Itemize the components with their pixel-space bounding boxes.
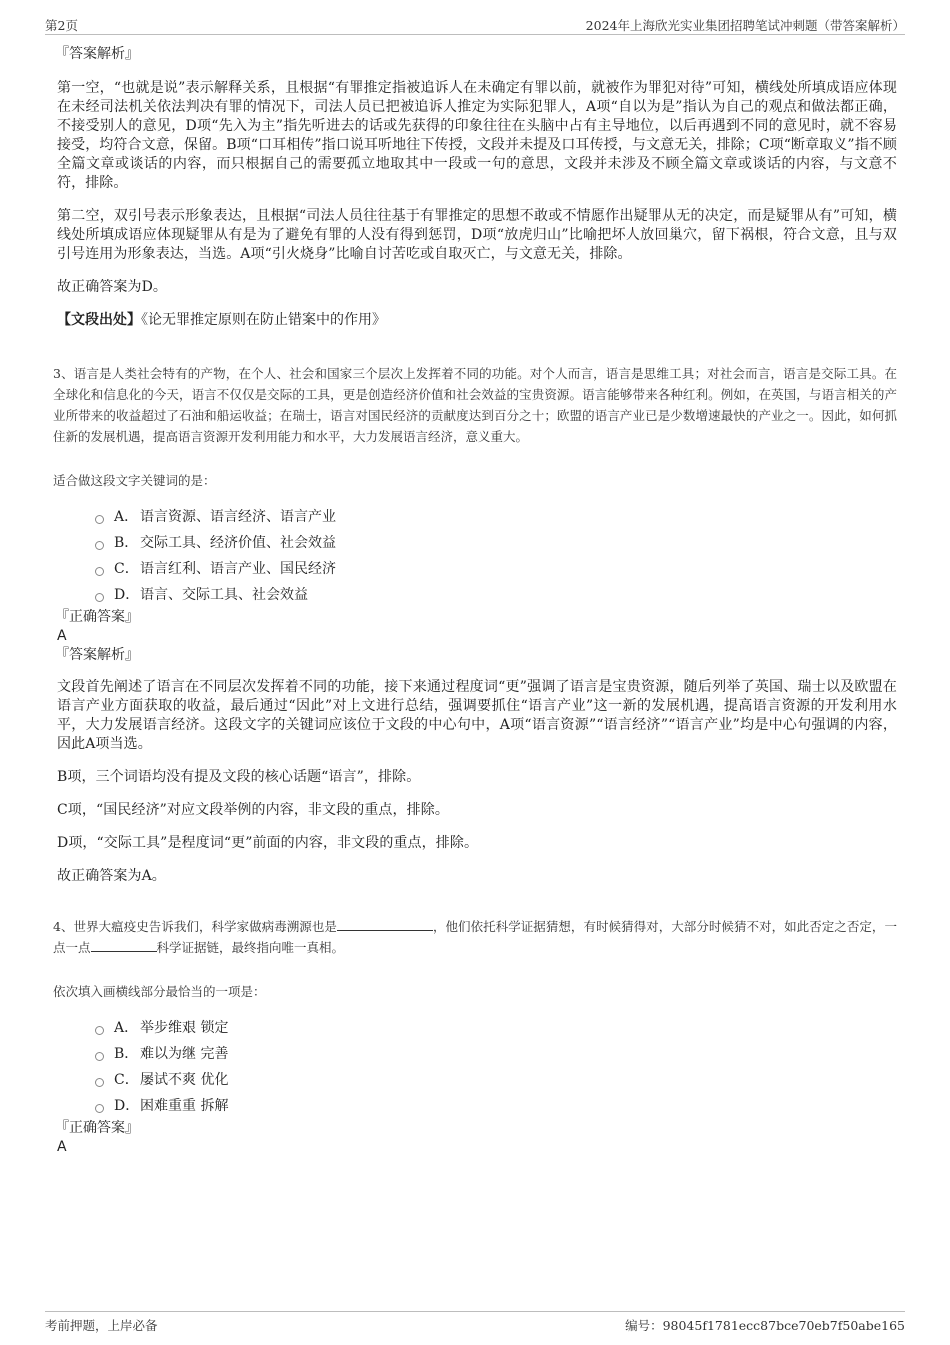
option-letter: C． [114,561,139,577]
q3-prompt: 适合做这段文字关键词的是： [53,473,216,488]
document-title: 2024年上海欣光实业集团招聘笔试冲刺题（带答案解析） [585,18,905,33]
blank-1 [337,918,433,931]
q4-stem-part-1: 4、世界大瘟疫史告诉我们，科学家做病毒溯源也是 [53,918,337,934]
q3-conclusion: 故正确答案为A。 [57,868,166,884]
radio-icon[interactable] [95,593,104,602]
q3-option-d[interactable] [95,581,897,607]
radio-icon[interactable] [95,1104,104,1113]
option-letter: B． [114,535,139,551]
option-text: 屡试不爽 优化 [140,1072,229,1088]
q4-option-a[interactable] [95,1014,897,1040]
q2-analysis-paragraph-1: 第一空，“也就是说”表示解释关系，且根据“有罪推定指被追诉人在未确定有罪以前，就被作为罪犯对待”可知，横线处所填成语应体现在未经司法机关依法判决有罪的情况下，司法人员已把被追诉人推定为实际犯罪人，A项“自以为是”指认为自己的观点和做法都正确，不接受别人的意见，D项“先入为主”指先听进去的话或先获得的印象往往在头脑中占有主导地位，以后再遇到不同的意见时，就不容易接受，均符合文意，保留。B项“口耳相传”指口说耳听地往下传授，文段并未提及口耳传授，与文意无关，排除；C项“断章取义”指不顾全篇文章或谈话的内容，而只根据自己的需要孤立地取其中一段或一句的意思，文段并未涉及不顾全篇文章或谈话的内容，与文意不符，排除。 [57,80,897,191]
option-text: 难以为继 完善 [140,1046,229,1062]
q4-options [95,1014,897,1118]
q4-option-d[interactable] [95,1092,897,1118]
q2-conclusion: 故正确答案为D。 [57,279,168,295]
option-letter: C． [114,1072,139,1088]
option-letter: A． [114,1020,139,1036]
option-letter: A． [114,509,139,525]
q2-analysis-heading: 『答案解析』 [55,46,139,62]
q3-analysis-paragraph-3: C项，“国民经济”对应文段举例的内容，非文段的重点，排除。 [57,802,449,818]
q3-analysis-paragraph-4: D项，“交际工具”是程度词“更”前面的内容，非文段的重点，排除。 [57,835,479,851]
option-letter: B． [114,1046,139,1062]
document-serial: 编号：98045f1781ecc87bce70eb7f50abe165 [625,1318,905,1333]
option-text: 语言资源、语言经济、语言产业 [140,509,336,525]
q3-option-c[interactable] [95,555,897,581]
q4-option-b[interactable] [95,1040,897,1066]
page-content [53,44,897,1156]
q4-correct-answer: A [57,1139,67,1155]
source-title: 《论无罪推定原则在防止错案中的作用》 [141,312,386,328]
q4-option-c[interactable] [95,1066,897,1092]
q3-answer-heading: 『正确答案』 [55,609,139,625]
option-text: 交际工具、经济价值、社会效益 [140,535,336,551]
page-number: 第2页 [45,18,78,33]
option-text: 语言红利、语言产业、国民经济 [140,561,336,577]
q4-answer-heading: 『正确答案』 [55,1120,139,1136]
radio-icon[interactable] [95,515,104,524]
option-letter: D． [114,587,140,603]
q3-options [95,503,897,607]
q3-stem: 3、语言是人类社会特有的产物，在个人、社会和国家三个层次上发挥着不同的功能。对个人而言，语言是思维工具；对社会而言，语言是交际工具。在全球化和信息化的今天，语言不仅仅是交际的工具，更是创造经济价值和社会效益的宝贵资源。语言能够带来各种红利。例如，在英国，与语言相关的产业所带来的收益超过了石油和船运收益；在瑞士，语言对国民经济的贡献度达到百分之十；欧盟的语言产业已是少数增速最快的产业之一。因此，如何抓住新的发展机遇，提高语言资源开发利用能力和水平，大力发展语言经济，意义重大。 [53,365,897,444]
option-letter: D． [114,1098,140,1114]
q4-prompt: 依次填入画横线部分最恰当的一项是： [53,984,266,999]
q3-analysis-heading: 『答案解析』 [55,647,139,663]
option-text: 语言、交际工具、社会效益 [140,587,308,603]
q4-stem [53,916,897,958]
option-text: 困难重重 拆解 [140,1098,229,1114]
page-footer [45,1311,905,1334]
radio-icon[interactable] [95,1052,104,1061]
radio-icon[interactable] [95,1026,104,1035]
blank-2 [91,939,157,952]
q3-analysis-paragraph-2: B项，三个词语均没有提及文段的核心话题“语言”，排除。 [57,769,421,785]
q3-option-a[interactable] [95,503,897,529]
radio-icon[interactable] [95,1078,104,1087]
source-label: 【文段出处】 [57,312,141,328]
radio-icon[interactable] [95,567,104,576]
q4-stem-part-3: 科学证据链，最终指向唯一真相。 [156,939,345,955]
q3-analysis-paragraph-1: 文段首先阐述了语言在不同层次发挥着不同的功能，接下来通过程度词“更”强调了语言是宝贵资源，随后列举了英国、瑞士以及欧盟在语言产业方面获取的收益，最后通过“因此”对上文进行总结，强调要抓住“语言产业”这一新的发展机遇，提高语言资源的开发利用水平，大力发展语言经济。这段文字的关键词应该位于文段的中心句中，A项“语言资源”“语言经济”“语言产业”均是中心句强调的内容，因此A项当选。 [57,679,897,752]
q2-analysis-paragraph-2: 第二空，双引号表示形象表达，且根据“司法人员往往基于有罪推定的思想不敢或不情愿作出疑罪从无的决定，而是疑罪从有”可知，横线处所填成语应体现疑罪从有是为了避免有罪的人没有得到惩罚，D项“放虎归山”比喻把坏人放回巢穴，留下祸根，符合文意，且与双引号连用为形象表达，当选。A项“引火烧身”比喻自讨苦吃或自取灭亡，与文意无关，排除。 [57,208,897,262]
radio-icon[interactable] [95,541,104,550]
page-header [45,14,905,35]
q3-option-b[interactable] [95,529,897,555]
q3-correct-answer: A [57,628,67,644]
q2-source [57,310,897,330]
q4-stem-part-2: ，他们依托科学证据猜想，有时候猜得对，大部分时候猜不对，如此否定之否定，一点一点 [53,918,897,955]
footer-slogan: 考前押题，上岸必备 [45,1318,158,1333]
option-text: 举步维艰 锁定 [140,1020,229,1036]
